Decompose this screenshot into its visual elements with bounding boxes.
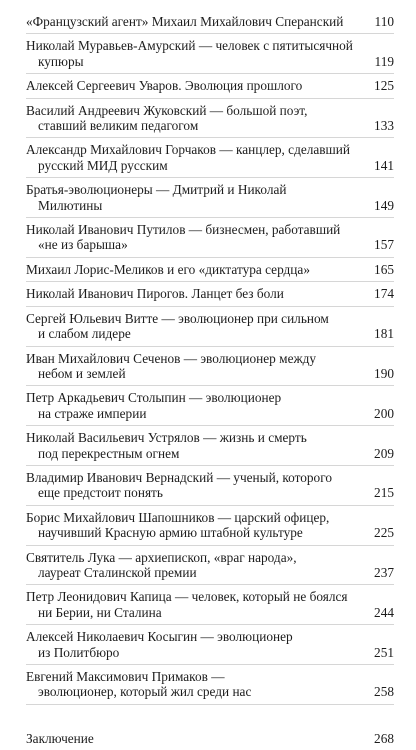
entry-title-continuation: из Политбюро xyxy=(38,644,120,660)
table-of-contents xyxy=(26,10,394,750)
entry-title-continuation: «не из барыша» xyxy=(38,237,128,253)
toc-entry xyxy=(26,74,394,98)
toc-entry xyxy=(26,218,394,258)
entry-title: Заключение xyxy=(26,730,94,746)
entry-title: «Французский агент» Михаил Михайлович Сперанский xyxy=(26,14,344,29)
entry-title: Василий Андреевич Жуковский — большой поэт, xyxy=(26,102,308,118)
toc-entry xyxy=(26,466,394,506)
page-number: 110 xyxy=(374,14,394,29)
entry-title-continuation: под перекрестным огнем xyxy=(38,445,180,461)
entry-title: Петр Аркадьевич Столыпин — эволюционер xyxy=(26,390,282,406)
entry-title-continuation: ставший великим педагогом xyxy=(38,118,199,134)
entry-title: Михаил Лорис-Меликов и его «диктатура сердца» xyxy=(26,261,310,277)
toc-entry xyxy=(26,138,394,178)
entry-title: Николай Иванович Пирогов. Ланцет без боли xyxy=(26,286,284,302)
page-number: 141 xyxy=(374,157,394,173)
page-number: 125 xyxy=(374,78,394,94)
toc-entry xyxy=(26,258,394,282)
page-number: 215 xyxy=(374,485,394,501)
toc-entry xyxy=(26,307,394,347)
entry-title: Братья-эволюционеры — Дмитрий и Николай xyxy=(26,182,287,198)
entry-title: Владимир Иванович Вернадский — ученый, которого xyxy=(26,469,332,485)
entry-title: Евгений Максимович Примаков — xyxy=(26,669,225,684)
entry-title-continuation: купюры xyxy=(38,53,84,69)
entry-title: Алексей Николаевич Косыгин — эволюционер xyxy=(26,629,293,645)
page-number: 165 xyxy=(374,261,394,277)
toc-entry xyxy=(26,99,394,139)
page-number: 225 xyxy=(374,525,394,541)
toc-entry xyxy=(26,282,394,306)
entry-title: Иван Михайлович Сеченов — эволюционер между xyxy=(26,350,317,366)
toc-entry-conclusion xyxy=(26,727,394,750)
page-number: 149 xyxy=(374,197,394,213)
toc-entry xyxy=(26,506,394,546)
entry-title-continuation: и слабом лидере xyxy=(38,326,131,342)
page-number: 244 xyxy=(374,604,394,620)
toc-entry xyxy=(26,625,394,665)
entry-title: Святитель Лука — архиепископ, «враг народа», xyxy=(26,549,297,565)
toc-entry xyxy=(26,10,394,34)
page-number: 157 xyxy=(374,237,394,253)
entry-title: Николай Иванович Путилов — бизнесмен, работавший xyxy=(26,222,341,238)
page-number: 181 xyxy=(374,326,394,342)
toc-entry xyxy=(26,178,394,218)
entry-title-continuation: ни Берии, ни Сталина xyxy=(38,604,162,620)
entry-title-continuation: небом и землей xyxy=(38,365,126,381)
entry-title: Николай Муравьев-Амурский — человек с пятитысячной xyxy=(26,38,353,54)
entry-title-continuation: еще предстоит понять xyxy=(38,485,163,501)
page-number: 237 xyxy=(374,564,394,580)
entry-title: Алексей Сергеевич Уваров. Эволюция прошлого xyxy=(26,78,303,94)
entry-title-continuation: на страже империи xyxy=(38,405,147,421)
entry-title: Петр Леонидович Капица — человек, который не боялся xyxy=(26,589,348,605)
entry-title-continuation: Милютины xyxy=(38,197,103,213)
entry-title: Александр Михайлович Горчаков — канцлер, сделавший xyxy=(26,142,351,158)
toc-entry xyxy=(26,665,394,705)
toc-entry xyxy=(26,386,394,426)
toc-entry xyxy=(26,426,394,466)
page-number: 200 xyxy=(374,405,394,421)
entry-title-continuation: лауреат Сталинской премии xyxy=(38,564,197,580)
entry-title-continuation: русский МИД русским xyxy=(38,157,168,173)
section-gap xyxy=(26,705,394,727)
page-number: 133 xyxy=(374,118,394,134)
page-number: 251 xyxy=(374,644,394,660)
entry-title-continuation: научивший Красную армию штабной культуре xyxy=(38,525,303,541)
page-number: 119 xyxy=(374,53,394,69)
entry-title-continuation: эволюционер, который жил среди нас xyxy=(38,684,252,700)
toc-entry xyxy=(26,34,394,74)
entry-title: Борис Михайлович Шапошников — царский офицер, xyxy=(26,509,330,525)
page-number: 258 xyxy=(374,684,394,700)
entry-title: Николай Васильевич Устрялов — жизнь и смерть xyxy=(26,430,307,446)
page-number: 190 xyxy=(374,365,394,381)
page-number: 268 xyxy=(374,730,394,746)
page-number: 209 xyxy=(374,445,394,461)
toc-entry xyxy=(26,585,394,625)
toc-entry xyxy=(26,347,394,387)
page-number: 174 xyxy=(374,286,394,302)
toc-entry xyxy=(26,546,394,586)
entry-title: Сергей Юльевич Витте — эволюционер при сильном xyxy=(26,310,329,326)
